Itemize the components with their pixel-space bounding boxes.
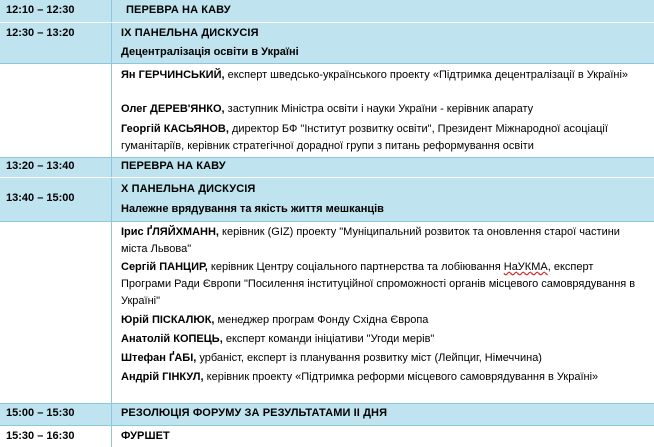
schedule-row-coffee-break-2 bbox=[0, 157, 654, 177]
schedule-row-panel-10 bbox=[0, 178, 654, 221]
row-time: 15:30 – 16:30 bbox=[6, 430, 75, 442]
schedule-row-resolution bbox=[0, 403, 654, 425]
speaker-entry bbox=[121, 121, 641, 155]
row-divider bbox=[0, 157, 654, 158]
speaker-desc: заступник Міністра освіти і науки України - керівник апарату bbox=[224, 103, 534, 115]
row-subtitle: Децентралізація освіти в Україні bbox=[121, 46, 299, 58]
schedule-row-coffee-break-1 bbox=[0, 0, 654, 22]
speaker-desc: експерт шведсько-українського проекту «Підтримка децентралізації в Україні» bbox=[224, 69, 629, 81]
row-divider bbox=[0, 177, 654, 178]
row-time: 12:30 – 13:20 bbox=[6, 27, 75, 39]
row-title: X ПАНЕЛЬНА ДИСКУСІЯ bbox=[121, 183, 256, 195]
speaker-entry bbox=[121, 369, 641, 386]
row-title: ФУРШЕТ bbox=[121, 430, 170, 442]
row-time: 15:00 – 15:30 bbox=[6, 407, 75, 419]
speaker-entry bbox=[121, 67, 641, 84]
speaker-name: Ірис ҐЛЯЙХМАНН, bbox=[121, 226, 219, 238]
speaker-entry bbox=[121, 350, 641, 367]
speaker-desc: менеджер програм Фонду Східна Європа bbox=[214, 314, 429, 326]
speaker-name: Сергій ПАНЦИР, bbox=[121, 261, 208, 273]
speaker-desc: урбаніст, експерт із планування розвитку міст (Лейпциг, Німеччина) bbox=[196, 352, 542, 364]
speaker-entry bbox=[121, 224, 641, 258]
speaker-name: Юрій ПІСКАЛЮК, bbox=[121, 314, 215, 326]
row-time: 13:40 – 15:00 bbox=[6, 192, 75, 204]
row-time: 13:20 – 13:40 bbox=[6, 160, 75, 172]
row-divider bbox=[0, 403, 654, 404]
speaker-desc: керівник (GIZ) проекту "Муніципальний розвиток та оновлення старої частини міста Львова" bbox=[121, 226, 620, 255]
speaker-desc: , експерт Програми Ради Європи "Посилення інституційної спроможності органів місцевого самоврядування в Україні" bbox=[121, 261, 636, 307]
schedule-row-panel-10-speakers bbox=[0, 221, 654, 403]
schedule-row-panel-9 bbox=[0, 23, 654, 63]
schedule-row-buffet bbox=[0, 425, 654, 447]
speaker-entry bbox=[121, 101, 641, 118]
row-divider bbox=[0, 63, 654, 64]
speaker-desc: керівник проекту «Підтримка реформи місцевого самоврядування в Україні» bbox=[203, 371, 599, 383]
speaker-entry bbox=[121, 312, 641, 329]
row-title: РЕЗОЛЮЦІЯ ФОРУМУ ЗА РЕЗУЛЬТАТАМИ II ДНЯ bbox=[121, 407, 388, 419]
speaker-desc-org: НаУКМА bbox=[503, 261, 548, 273]
row-time: 12:10 – 12:30 bbox=[6, 4, 75, 16]
speaker-entry bbox=[121, 331, 641, 348]
speaker-name: Георгій КАСЬЯНОВ, bbox=[121, 123, 229, 135]
speaker-name: Андрій ГІНКУЛ, bbox=[121, 371, 204, 383]
column-divider bbox=[111, 0, 112, 447]
row-title: IX ПАНЕЛЬНА ДИСКУСІЯ bbox=[121, 27, 259, 39]
speaker-desc: директор БФ "Інститут розвитку освіти", Президент Міжнародної асоціації гуманітаріїв, керівник стратегічної дорадної групи з питань реформування освіти bbox=[121, 123, 608, 152]
speaker-desc: керівник Центру соціального партнерства та лобіювання bbox=[207, 261, 504, 273]
schedule-row-panel-9-speakers bbox=[0, 64, 654, 157]
speaker-name: Ян ГЕРЧИНСЬКИЙ, bbox=[121, 69, 225, 81]
row-title: ПЕРЕВРА НА КАВУ bbox=[126, 4, 231, 16]
speaker-desc: експерт команди ініціативи "Угоди мерів" bbox=[222, 333, 435, 345]
row-subtitle: Належне врядування та якість життя мешканців bbox=[121, 203, 384, 215]
row-divider bbox=[0, 425, 654, 426]
row-divider bbox=[0, 22, 654, 23]
speaker-entry bbox=[121, 259, 641, 310]
speaker-name: Анатолій КОПЕЦЬ, bbox=[121, 333, 223, 345]
row-title: ПЕРЕВРА НА КАВУ bbox=[121, 160, 226, 172]
row-divider bbox=[0, 221, 654, 222]
speaker-name: Олег ДЕРЕВ'ЯНКО, bbox=[121, 103, 225, 115]
speaker-name: Штефан ҐАБІ, bbox=[121, 352, 197, 364]
